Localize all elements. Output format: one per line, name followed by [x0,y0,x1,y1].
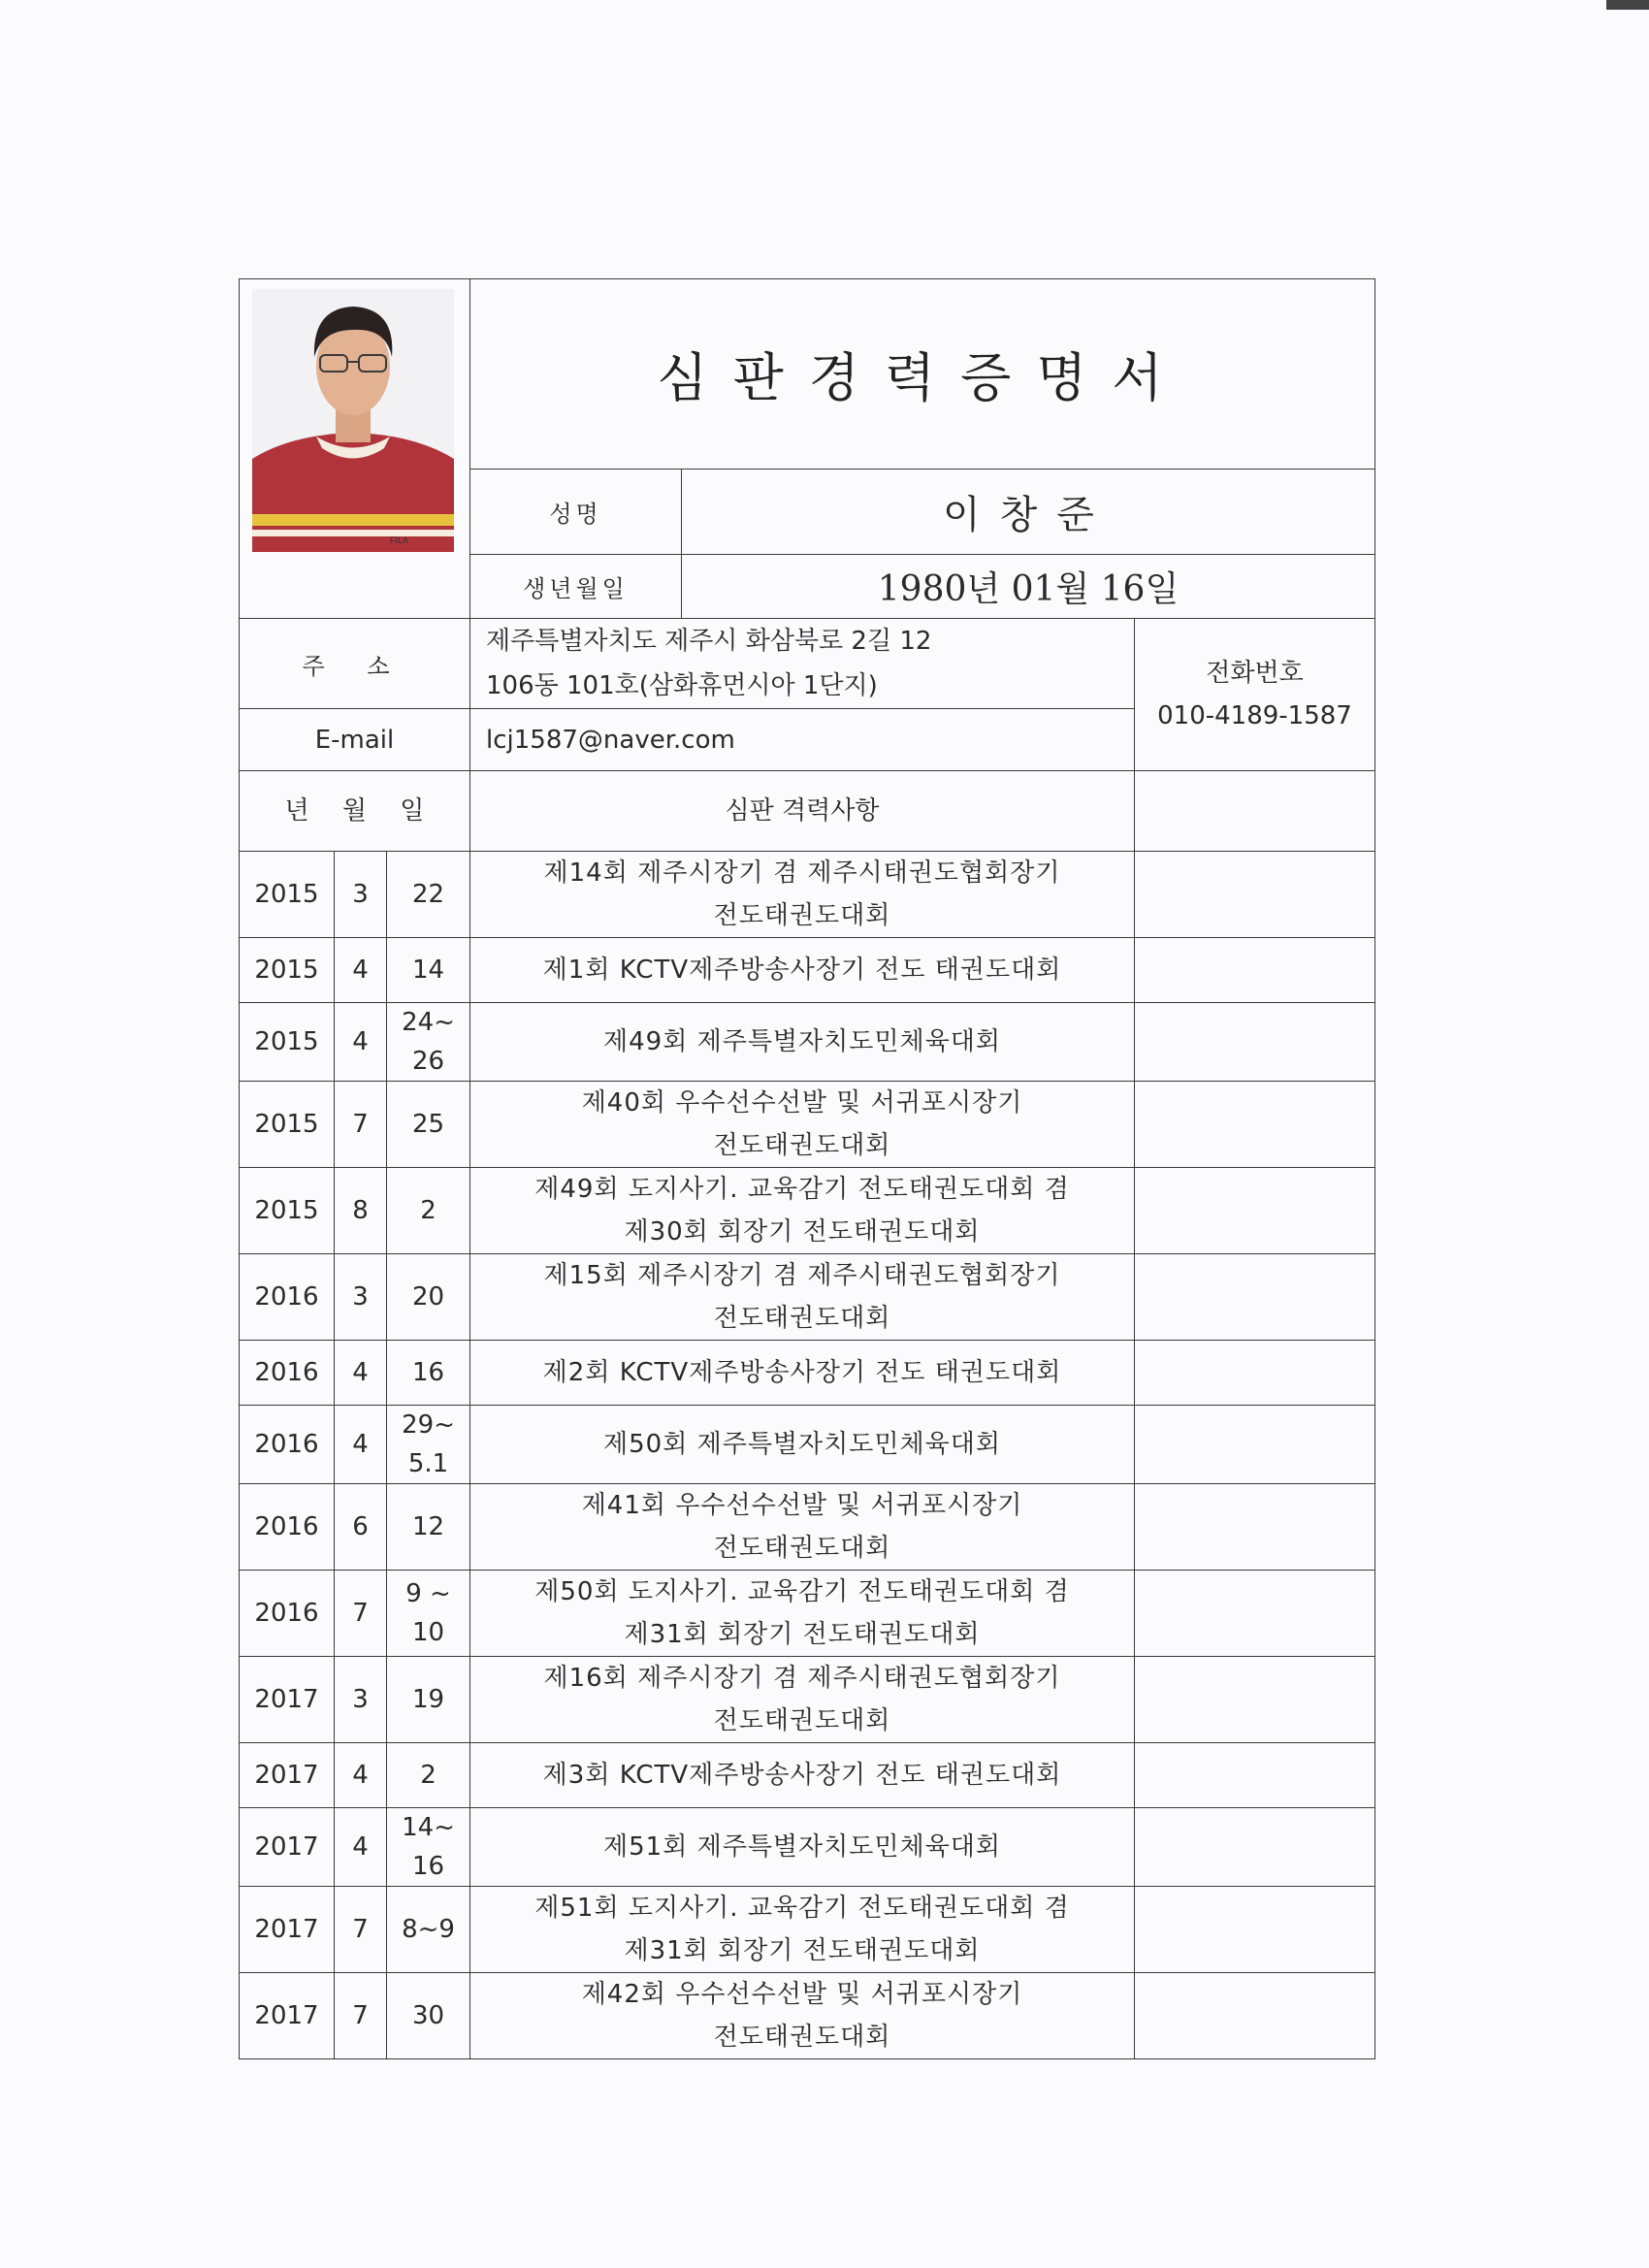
record-description [470,1168,1135,1254]
record-description [470,1082,1135,1168]
name-label: 성명 [470,470,682,555]
record-line-1: 제49회 도지사기. 교육감기 전도태권도대회 겸 [534,1175,1070,1204]
record-day: 14~ 16 [387,1808,470,1887]
address-label: 주 소 [240,619,470,709]
record-year: 2015 [240,938,335,1003]
record-month: 4 [335,1003,387,1082]
record-row [240,1571,1375,1657]
record-line-1: 제16회 제주시장기 겸 제주시태권도협회장기 [543,1664,1061,1693]
name-value: 이창준 [682,470,1375,555]
record-month: 3 [335,852,387,938]
record-row [240,1254,1375,1341]
record-empty-cell [1135,1341,1375,1406]
record-line-1: 제49회 제주특별자치도민체육대회 [603,1027,1001,1056]
record-empty-cell [1135,1406,1375,1484]
record-description [470,1743,1135,1808]
record-year: 2017 [240,1887,335,1973]
record-line-2: 전도태권도대회 [713,1534,891,1563]
record-day: 24~ 26 [387,1003,470,1082]
record-row [240,1341,1375,1406]
record-description [470,1657,1135,1743]
record-row [240,852,1375,938]
record-line-2: 전도태권도대회 [713,901,891,930]
record-line-1: 제40회 우수선수선발 및 서귀포시장기 [581,1088,1023,1118]
record-line-1: 제15회 제주시장기 겸 제주시태권도협회장기 [543,1261,1061,1290]
record-year: 2015 [240,1168,335,1254]
record-day: 29~ 5.1 [387,1406,470,1484]
record-year: 2017 [240,1657,335,1743]
record-day: 30 [387,1973,470,2059]
certificate-table [239,278,1375,2059]
record-year: 2016 [240,1406,335,1484]
phone-cell [1135,619,1375,771]
record-description [470,938,1135,1003]
record-month: 4 [335,1341,387,1406]
record-line-1: 제50회 제주특별자치도민체육대회 [603,1430,1001,1459]
record-line-1: 제3회 KCTV제주방송사장기 전도 태권도대회 [542,1761,1062,1790]
record-line-1: 제51회 도지사기. 교육감기 전도태권도대회 겸 [534,1894,1070,1923]
record-description [470,1254,1135,1341]
dob-label: 생년월일 [470,555,682,619]
record-month: 4 [335,1406,387,1484]
record-description [470,1887,1135,1973]
record-day: 25 [387,1082,470,1168]
record-day: 14 [387,938,470,1003]
record-month: 4 [335,1743,387,1808]
record-empty-cell [1135,1973,1375,2059]
record-year: 2016 [240,1571,335,1657]
record-description [470,1571,1135,1657]
photo-cell [240,279,470,619]
record-line-2: 전도태권도대회 [713,1304,891,1333]
record-year: 2016 [240,1254,335,1341]
record-row [240,1657,1375,1743]
phone-value: 010-4189-1587 [1157,701,1352,730]
record-empty-cell [1135,938,1375,1003]
record-empty-cell [1135,852,1375,938]
record-description [470,1973,1135,2059]
record-row [240,1887,1375,1973]
record-line-1: 제42회 우수선수선발 및 서귀포시장기 [581,1980,1023,2009]
record-year: 2015 [240,1082,335,1168]
record-day: 19 [387,1657,470,1743]
record-day: 22 [387,852,470,938]
record-month: 6 [335,1484,387,1571]
address-line-1: 제주특별자치도 제주시 화삼북로 2길 12 [486,627,932,656]
record-day: 2 [387,1168,470,1254]
record-empty-cell [1135,1168,1375,1254]
record-row [240,1743,1375,1808]
record-row [240,1808,1375,1887]
document-title: 심판경력증명서 [470,279,1375,470]
record-empty-cell [1135,1808,1375,1887]
record-month: 4 [335,938,387,1003]
record-description [470,852,1135,938]
record-day: 16 [387,1341,470,1406]
record-line-1: 제50회 도지사기. 교육감기 전도태권도대회 겸 [534,1577,1070,1606]
svg-text:FILA: FILA [390,535,409,545]
record-line-2: 제30회 회장기 전도태권도대회 [624,1217,981,1247]
record-empty-cell [1135,1657,1375,1743]
record-row [240,1406,1375,1484]
record-row [240,938,1375,1003]
record-month: 3 [335,1254,387,1341]
record-month: 7 [335,1973,387,2059]
id-photo [252,289,454,552]
record-empty-cell [1135,1003,1375,1082]
record-month: 7 [335,1571,387,1657]
record-description [470,1341,1135,1406]
record-row [240,1484,1375,1571]
scan-edge-mark [1606,0,1649,10]
record-empty-cell [1135,1082,1375,1168]
record-month: 4 [335,1808,387,1887]
record-month: 7 [335,1887,387,1973]
record-empty-cell [1135,1484,1375,1571]
record-description [470,1003,1135,1082]
date-header: 년 월 일 [240,771,470,852]
address-line-2: 106동 101호(삼화휴먼시아 1단지) [486,671,878,700]
record-year: 2016 [240,1341,335,1406]
record-description [470,1808,1135,1887]
record-line-1: 제14회 제주시장기 겸 제주시태권도협회장기 [543,859,1061,888]
record-line-2: 전도태권도대회 [713,1131,891,1160]
record-day: 12 [387,1484,470,1571]
record-line-1: 제51회 제주특별자치도민체육대회 [603,1832,1001,1862]
record-row [240,1082,1375,1168]
header-empty-cell [1135,771,1375,852]
record-day: 9 ~ 10 [387,1571,470,1657]
record-year: 2015 [240,852,335,938]
record-empty-cell [1135,1887,1375,1973]
record-month: 8 [335,1168,387,1254]
record-month: 3 [335,1657,387,1743]
address-value [470,619,1135,709]
record-line-1: 제1회 KCTV제주방송사장기 전도 태권도대회 [542,956,1062,985]
record-year: 2015 [240,1003,335,1082]
record-description [470,1406,1135,1484]
record-year: 2016 [240,1484,335,1571]
record-empty-cell [1135,1254,1375,1341]
record-line-1: 제2회 KCTV제주방송사장기 전도 태권도대회 [542,1358,1062,1387]
record-description [470,1484,1135,1571]
record-day: 2 [387,1743,470,1808]
dob-value: 1980년 01월 16일 [682,555,1375,619]
record-year: 2017 [240,1808,335,1887]
record-empty-cell [1135,1743,1375,1808]
record-line-1: 제41회 우수선수선발 및 서귀포시장기 [581,1491,1023,1520]
record-empty-cell [1135,1571,1375,1657]
record-line-2: 제31회 회장기 전도태권도대회 [624,1936,981,1965]
record-day: 8~9 [387,1887,470,1973]
record-line-2: 제31회 회장기 전도태권도대회 [624,1620,981,1649]
email-value: lcj1587@naver.com [470,709,1135,771]
record-header: 심판 격력사항 [470,771,1135,852]
record-row [240,1973,1375,2059]
record-year: 2017 [240,1743,335,1808]
record-line-2: 전도태권도대회 [713,2023,891,2052]
record-year: 2017 [240,1973,335,2059]
record-row [240,1168,1375,1254]
record-day: 20 [387,1254,470,1341]
record-line-2: 전도태권도대회 [713,1706,891,1735]
record-row [240,1003,1375,1082]
phone-label: 전화번호 [1206,659,1304,688]
record-month: 7 [335,1082,387,1168]
email-label: E-mail [240,709,470,771]
